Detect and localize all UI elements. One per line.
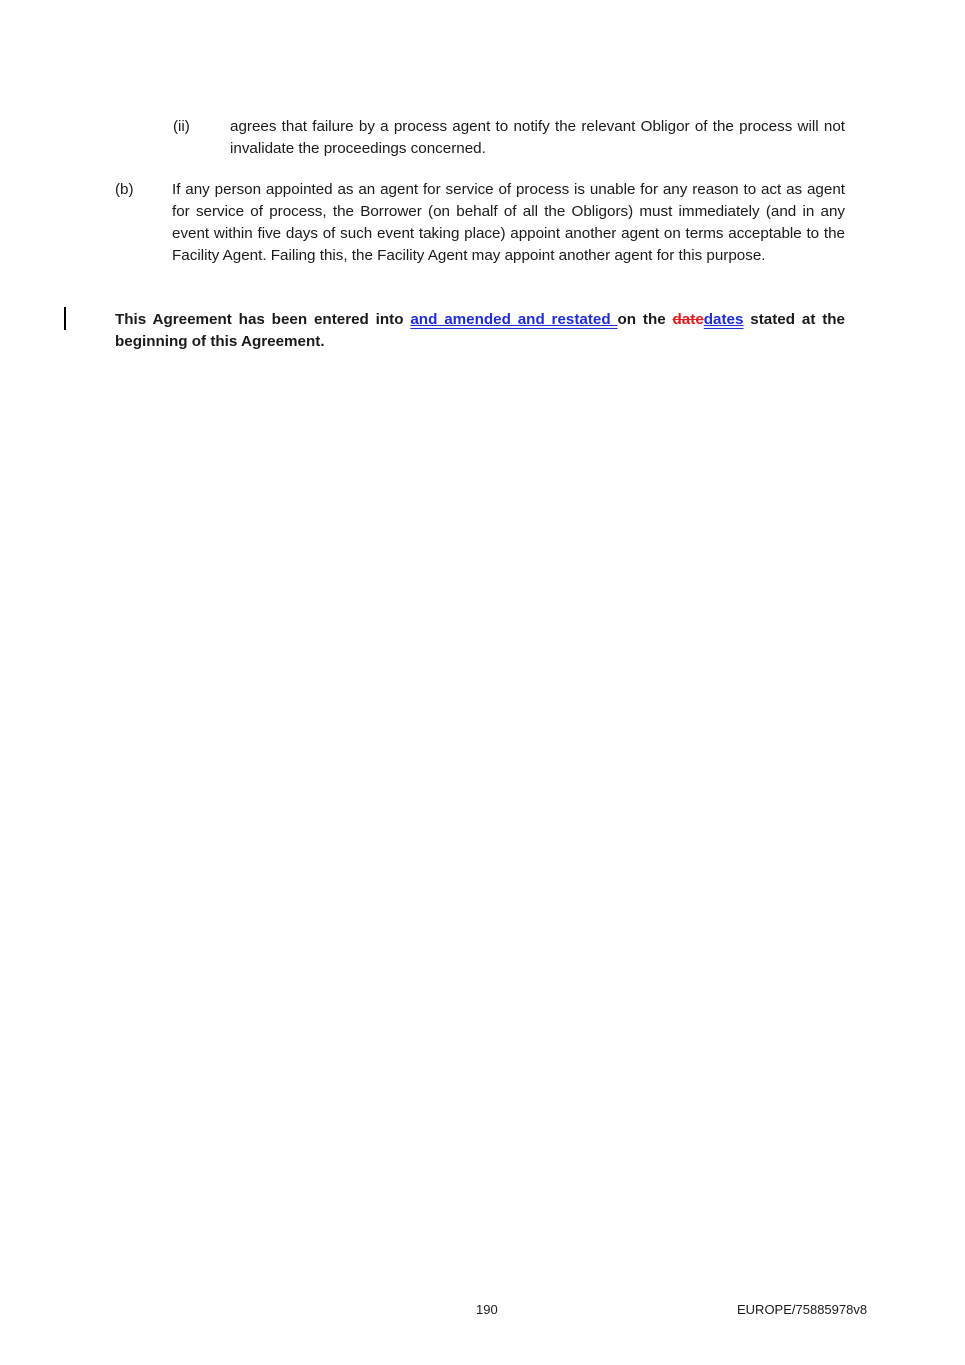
closing-text-part-2: on the [617, 311, 673, 328]
inserted-text-dates: dates [703, 311, 744, 328]
closing-text-part-1: This Agreement has been entered into [115, 311, 411, 328]
clause-ii [173, 116, 845, 160]
page-number: 190 [476, 1302, 498, 1317]
clause-ii-label: (ii) [173, 118, 190, 135]
clause-b [115, 179, 845, 267]
clause-b-label: (b) [115, 181, 134, 198]
document-reference: EUROPE/75885978v8 [737, 1302, 868, 1317]
closing-text-part-3: stated at the beginning of this Agreement. [115, 311, 845, 350]
change-bar [64, 307, 66, 330]
deleted-text-date: date [672, 311, 704, 328]
clause-ii-text: agrees that failure by a process agent to notify the relevant Obligor of the process will not invalidate the proceedings concerned. [230, 118, 845, 157]
closing-statement [115, 309, 845, 353]
inserted-text-amended-restated: and amended and restated [410, 311, 618, 328]
clause-b-text: If any person appointed as an agent for service of process is unable for any reason to act as agent for service of process, the Borrower (on behalf of all the Obligors) must immediately (and in any event within five days of such event taking place) appoint another agent on terms acceptable to the Facility Agent. Failing this, the Facility Agent may appoint another agent for this purpose. [172, 181, 845, 264]
